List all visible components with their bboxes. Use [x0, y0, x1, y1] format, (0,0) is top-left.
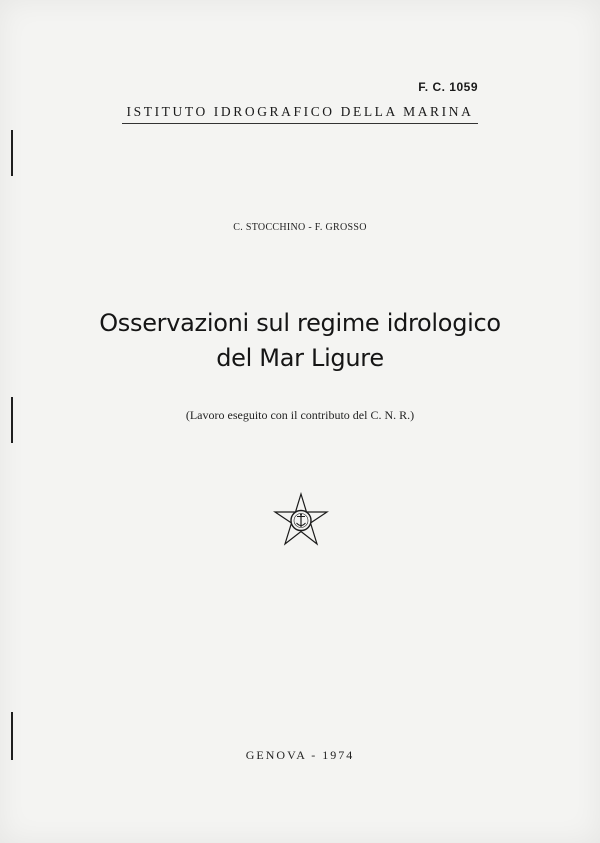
binding-staple-top: [11, 130, 13, 176]
place-year: GENOVA - 1974: [245, 748, 355, 762]
catalog-code: F. C. 1059: [418, 80, 478, 94]
institute-name: ISTITUTO IDROGRAFICO DELLA MARINA: [122, 104, 478, 124]
title-line-1: Osservazioni sul regime idrologico: [99, 309, 501, 337]
document-subtitle: (Lavoro eseguito con il contributo del C. N. R.): [185, 408, 415, 422]
compass-star-emblem-icon: [271, 492, 331, 550]
authors: C. STOCCHINO - F. GROSSO: [233, 222, 367, 233]
title-line-2: del Mar Ligure: [216, 344, 384, 372]
document-title: [0, 306, 600, 376]
